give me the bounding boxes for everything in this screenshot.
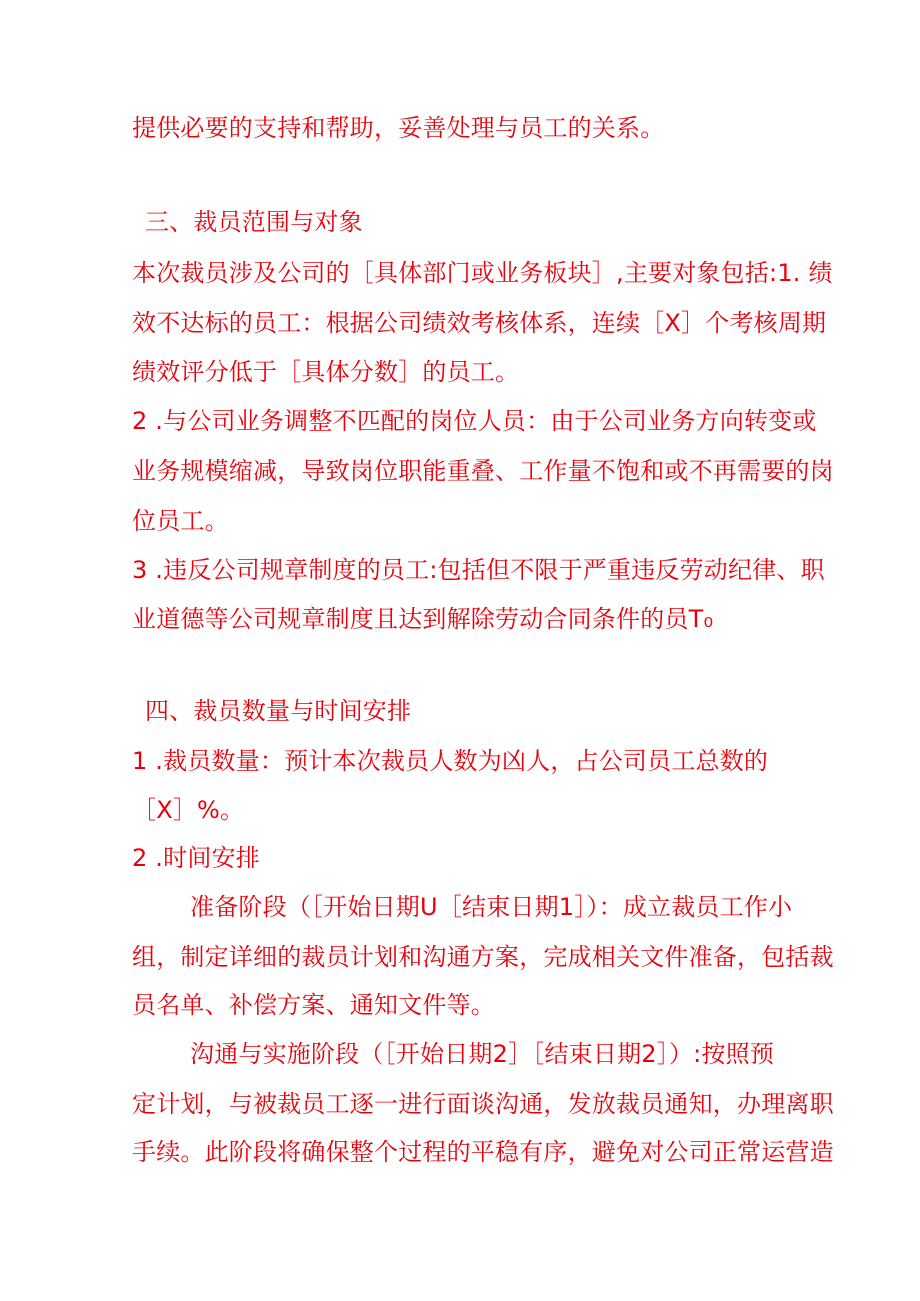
paragraph-line: 手续。此阶段将确保整个过程的平稳有序，避免对公司正常运营造	[132, 1138, 834, 1166]
paragraph-line: 组，制定详细的裁员计划和沟通方案，完成相关文件准备，包括裁	[132, 943, 834, 971]
paragraph-line: 定计划，与被裁员工逐一进行面谈沟通，发放裁员通知，办理离职	[132, 1090, 834, 1118]
list-item-2: 2 .与公司业务调整不匹配的岗位人员：由于公司业务方向转变或	[132, 407, 817, 435]
paragraph-line: 业务规模缩减，导致岗位职能重叠、工作量不饱和或不再需要的岗	[132, 457, 834, 485]
paragraph-line: 员名单、补偿方案、通知文件等。	[132, 991, 495, 1019]
paragraph-line: 本次裁员涉及公司的［具体部门或业务板块］,主要对象包括:1. 绩	[132, 259, 833, 287]
paragraph-line: 沟通与实施阶段（［开始日期2］［结束日期2］）:按照预	[190, 1040, 775, 1068]
list-item-1: 1 .裁员数量：预计本次裁员人数为凶人，占公司员工总数的	[132, 747, 769, 775]
section-heading-3: 三、裁员范围与对象	[145, 208, 363, 236]
list-item-3: 3 .违反公司规章制度的员工:包括但不限于严重违反劳动纪律、职	[132, 556, 825, 584]
paragraph-line: 效不达标的员工：根据公司绩效考核体系，连续［X］个考核周期	[132, 309, 827, 337]
section-heading-4: 四、裁员数量与时间安排	[145, 697, 412, 725]
list-item-2-time: 2 .时间安排	[132, 844, 260, 872]
paragraph-line: ［X］%。	[132, 796, 245, 824]
paragraph-line: 提供必要的支持和帮助，妥善处理与员工的关系。	[132, 114, 665, 142]
paragraph-line: 绩效评分低于［具体分数］的员工。	[132, 358, 520, 386]
paragraph-line: 准备阶段（［开始日期U［结束日期1］）：成立裁员工作小	[190, 893, 793, 921]
paragraph-line: 位员工。	[132, 507, 229, 535]
paragraph-line: 业道德等公司规章制度且达到解除劳动合同条件的员T₀	[132, 605, 714, 633]
